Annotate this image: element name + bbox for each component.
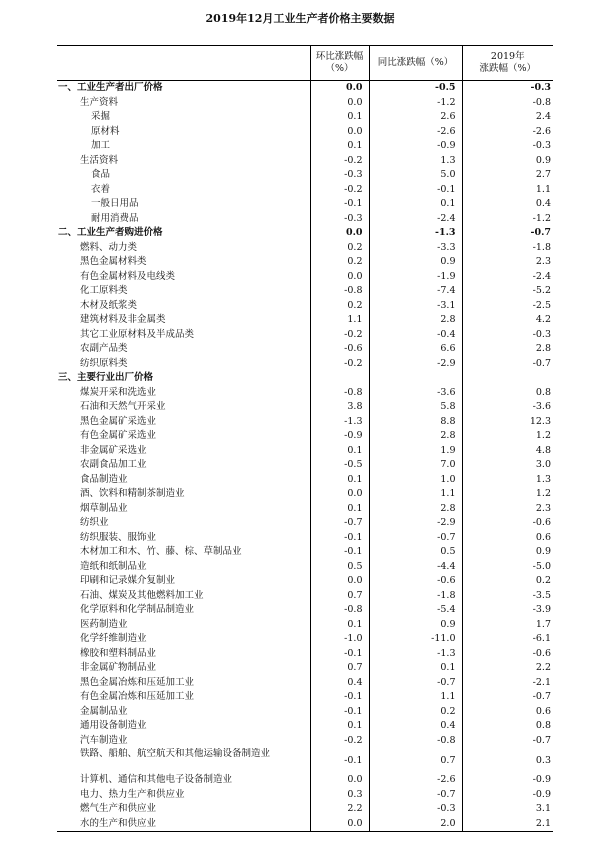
row-mom: 0.0 xyxy=(310,574,369,589)
row-label: 汽车制造业 xyxy=(80,734,128,746)
header-mom: 环比涨跌幅（%） xyxy=(310,46,369,81)
row-yoy: -0.7 xyxy=(369,788,462,803)
row-label: 纺织业 xyxy=(80,517,109,529)
row-label: 其它工业原材料及半成品类 xyxy=(80,328,195,340)
row-yoy: -1.8 xyxy=(369,589,462,604)
row-label: 水的生产和供应业 xyxy=(57,817,310,832)
row-year: 1.3 xyxy=(462,473,553,488)
row-year: 0.3 xyxy=(462,748,553,773)
row-label: 化工原料类 xyxy=(80,285,128,297)
row-yoy: -2.6 xyxy=(369,773,462,788)
table-row xyxy=(57,473,553,488)
row-label: 有色金属材料及电线类 xyxy=(80,270,176,282)
table-row xyxy=(57,226,553,241)
table-row xyxy=(57,589,553,604)
row-yoy: 0.5 xyxy=(369,545,462,560)
row-label: 衣着 xyxy=(91,183,111,195)
table-row xyxy=(57,183,553,198)
table-row xyxy=(57,788,553,803)
row-mom: -1.0 xyxy=(310,632,369,647)
header-year-line2: 涨跌幅（%） xyxy=(479,63,537,74)
row-mom: 1.1 xyxy=(310,313,369,328)
table-row xyxy=(57,458,553,473)
row-label: 黑色金属材料类 xyxy=(80,256,147,268)
row-year: -1.2 xyxy=(462,212,553,227)
row-yoy: -0.6 xyxy=(369,574,462,589)
row-label: 燃料、动力类 xyxy=(80,241,138,253)
row-yoy: -0.7 xyxy=(369,676,462,691)
row-mom: -0.2 xyxy=(310,328,369,343)
row-mom: -0.2 xyxy=(310,357,369,372)
table-row xyxy=(57,773,553,788)
row-year: 0.9 xyxy=(462,545,553,560)
row-mom: -0.2 xyxy=(310,183,369,198)
row-yoy: 1.0 xyxy=(369,473,462,488)
row-mom: 0.0 xyxy=(310,96,369,111)
header-year-line1: 2019年 xyxy=(490,51,525,62)
row-year: -0.9 xyxy=(462,788,553,803)
row-year: 4.2 xyxy=(462,313,553,328)
row-year: 1.7 xyxy=(462,618,553,633)
row-yoy: 0.4 xyxy=(369,719,462,734)
row-yoy: 2.6 xyxy=(369,110,462,125)
row-mom: 0.2 xyxy=(310,299,369,314)
row-label: 农副产品类 xyxy=(80,343,128,355)
row-label: 加工 xyxy=(91,140,111,152)
row-yoy: -3.1 xyxy=(369,299,462,314)
header-item xyxy=(57,46,310,81)
table-row xyxy=(57,241,553,256)
table-row xyxy=(57,748,553,773)
table-row xyxy=(57,255,553,270)
row-mom: 0.1 xyxy=(310,473,369,488)
row-label: 化学原料和化学制品制造业 xyxy=(80,604,195,616)
row-mom xyxy=(310,371,369,386)
header-yoy: 同比涨跌幅（%） xyxy=(369,46,462,81)
row-year: -0.3 xyxy=(462,139,553,154)
row-year: 2.3 xyxy=(462,255,553,270)
row-year: -0.8 xyxy=(462,96,553,111)
row-mom: -0.7 xyxy=(310,516,369,531)
table-row xyxy=(57,168,553,183)
row-year: 3.1 xyxy=(462,802,553,817)
row-year: -0.7 xyxy=(462,357,553,372)
row-yoy: -11.0 xyxy=(369,632,462,647)
row-yoy: 8.8 xyxy=(369,415,462,430)
row-mom: -0.1 xyxy=(310,545,369,560)
row-mom: -0.8 xyxy=(310,386,369,401)
row-mom: -0.1 xyxy=(310,647,369,662)
row-yoy: 1.3 xyxy=(369,154,462,169)
row-label: 通用设备制造业 xyxy=(80,720,147,732)
row-mom: 0.7 xyxy=(310,661,369,676)
row-year: -0.6 xyxy=(462,516,553,531)
row-mom: -0.5 xyxy=(310,458,369,473)
row-year: 2.8 xyxy=(462,342,553,357)
row-mom: 0.1 xyxy=(310,719,369,734)
row-yoy: -5.4 xyxy=(369,603,462,618)
row-mom: 0.5 xyxy=(310,560,369,575)
row-mom: -0.2 xyxy=(310,154,369,169)
table-row xyxy=(57,661,553,676)
table-row xyxy=(57,516,553,531)
row-label: 医药制造业 xyxy=(80,618,128,630)
row-yoy: -0.4 xyxy=(369,328,462,343)
table-row xyxy=(57,357,553,372)
row-yoy: -2.9 xyxy=(369,357,462,372)
row-yoy: 2.8 xyxy=(369,429,462,444)
row-mom: 0.0 xyxy=(310,817,369,832)
row-yoy: -3.6 xyxy=(369,386,462,401)
table-row xyxy=(57,125,553,140)
row-mom: -0.1 xyxy=(310,197,369,212)
table-row xyxy=(57,386,553,401)
row-year: -0.3 xyxy=(462,81,553,96)
table-row xyxy=(57,400,553,415)
row-mom: -0.1 xyxy=(310,531,369,546)
row-mom: 0.0 xyxy=(310,226,369,241)
row-year: -0.7 xyxy=(462,226,553,241)
table-row xyxy=(57,531,553,546)
table-row xyxy=(57,96,553,111)
table-row xyxy=(57,817,553,832)
row-label: 生活资料 xyxy=(80,154,119,166)
row-mom: 0.0 xyxy=(310,773,369,788)
row-year: 1.1 xyxy=(462,183,553,198)
table-row xyxy=(57,719,553,734)
table-row xyxy=(57,197,553,212)
table-row xyxy=(57,299,553,314)
row-label: 燃气生产和供应业 xyxy=(80,803,157,815)
row-yoy: -0.9 xyxy=(369,139,462,154)
table-row xyxy=(57,328,553,343)
row-yoy: -0.3 xyxy=(369,802,462,817)
row-label: 有色金属矿采选业 xyxy=(80,430,157,442)
row-yoy: 1.1 xyxy=(369,690,462,705)
row-label: 建筑材料及非金属类 xyxy=(80,314,166,326)
row-label: 原材料 xyxy=(91,125,120,137)
row-mom: 0.2 xyxy=(310,255,369,270)
row-year: -2.6 xyxy=(462,125,553,140)
row-label: 造纸和纸制品业 xyxy=(80,560,147,572)
row-year: 1.2 xyxy=(462,487,553,502)
row-mom: 0.4 xyxy=(310,676,369,691)
row-year: -3.6 xyxy=(462,400,553,415)
row-label: 铁路、船舶、航空航天和其他运输设备制造业 xyxy=(80,748,271,759)
row-yoy: 2.0 xyxy=(369,817,462,832)
row-year: -0.9 xyxy=(462,773,553,788)
row-mom: -0.2 xyxy=(310,734,369,749)
row-mom: 0.0 xyxy=(310,125,369,140)
row-yoy: 0.1 xyxy=(369,197,462,212)
row-yoy: -0.8 xyxy=(369,734,462,749)
row-yoy: -1.2 xyxy=(369,96,462,111)
table-row xyxy=(57,705,553,720)
row-yoy: -1.3 xyxy=(369,647,462,662)
row-year: 0.2 xyxy=(462,574,553,589)
price-data-table xyxy=(57,45,553,832)
row-year xyxy=(462,371,553,386)
row-label: 酒、饮料和精制茶制造业 xyxy=(80,488,185,500)
row-year: 3.0 xyxy=(462,458,553,473)
row-mom: 0.3 xyxy=(310,788,369,803)
row-label: 一般日用品 xyxy=(91,198,139,210)
row-year: 0.6 xyxy=(462,531,553,546)
row-year: 2.3 xyxy=(462,502,553,517)
row-yoy: -3.3 xyxy=(369,241,462,256)
row-year: 0.4 xyxy=(462,197,553,212)
row-year: -6.1 xyxy=(462,632,553,647)
row-label: 石油和天然气开采业 xyxy=(80,401,166,413)
row-label: 耐用消费品 xyxy=(91,212,139,224)
page-title: 2019年12月工业生产者价格主要数据 xyxy=(205,12,395,25)
row-yoy: 5.0 xyxy=(369,168,462,183)
row-year: 12.3 xyxy=(462,415,553,430)
row-yoy: -0.1 xyxy=(369,183,462,198)
table-row xyxy=(57,342,553,357)
row-label: 采掘 xyxy=(91,111,111,123)
row-yoy: 6.6 xyxy=(369,342,462,357)
table-row xyxy=(57,110,553,125)
row-label: 三、主要行业出厂价格 xyxy=(58,372,154,384)
row-label: 金属制品业 xyxy=(80,705,128,717)
row-year: -1.8 xyxy=(462,241,553,256)
row-mom: -0.3 xyxy=(310,168,369,183)
table-row xyxy=(57,560,553,575)
table-row xyxy=(57,502,553,517)
table-row xyxy=(57,618,553,633)
row-label: 计算机、通信和其他电子设备制造业 xyxy=(80,774,233,786)
header-year xyxy=(462,46,553,81)
table-row xyxy=(57,802,553,817)
row-mom: 0.7 xyxy=(310,589,369,604)
row-year: -0.7 xyxy=(462,734,553,749)
row-label: 黑色金属矿采选业 xyxy=(80,415,157,427)
row-label: 印刷和记录媒介复制业 xyxy=(80,575,176,587)
row-yoy: 1.1 xyxy=(369,487,462,502)
row-mom: 0.0 xyxy=(310,81,369,96)
row-yoy: 0.2 xyxy=(369,705,462,720)
table-row xyxy=(57,676,553,691)
row-label: 二、工业生产者购进价格 xyxy=(58,227,163,239)
row-mom: -0.8 xyxy=(310,603,369,618)
row-mom: 0.1 xyxy=(310,110,369,125)
table-row xyxy=(57,429,553,444)
row-yoy: -2.9 xyxy=(369,516,462,531)
table-row xyxy=(57,487,553,502)
row-yoy: -0.7 xyxy=(369,531,462,546)
table-row xyxy=(57,154,553,169)
table-row xyxy=(57,371,553,386)
row-year: 0.9 xyxy=(462,154,553,169)
row-label: 石油、煤炭及其他燃料加工业 xyxy=(80,589,204,601)
row-yoy: -7.4 xyxy=(369,284,462,299)
row-mom: 0.0 xyxy=(310,270,369,285)
row-year: 2.7 xyxy=(462,168,553,183)
row-label: 木材及纸浆类 xyxy=(80,299,138,311)
row-year: -3.5 xyxy=(462,589,553,604)
row-year: -5.2 xyxy=(462,284,553,299)
row-yoy: 0.1 xyxy=(369,661,462,676)
row-yoy: -4.4 xyxy=(369,560,462,575)
table-row xyxy=(57,647,553,662)
row-year: 2.2 xyxy=(462,661,553,676)
row-label: 食品制造业 xyxy=(80,473,128,485)
row-yoy: -0.5 xyxy=(369,81,462,96)
row-mom: 0.1 xyxy=(310,618,369,633)
row-year: 2.4 xyxy=(462,110,553,125)
row-year: -2.4 xyxy=(462,270,553,285)
row-label: 非金属矿物制品业 xyxy=(80,662,157,674)
row-yoy: -2.6 xyxy=(369,125,462,140)
row-yoy: 1.9 xyxy=(369,444,462,459)
row-label: 一、工业生产者出厂价格 xyxy=(58,82,163,94)
row-yoy xyxy=(369,371,462,386)
row-mom: 0.1 xyxy=(310,444,369,459)
row-mom: -0.3 xyxy=(310,212,369,227)
row-label: 电力、热力生产和供应业 xyxy=(80,788,185,800)
table-row xyxy=(57,603,553,618)
row-mom: 0.1 xyxy=(310,139,369,154)
row-label: 生产资料 xyxy=(80,96,119,108)
row-year: -5.0 xyxy=(462,560,553,575)
row-year: 4.8 xyxy=(462,444,553,459)
table-body xyxy=(57,81,553,832)
row-year: 0.6 xyxy=(462,705,553,720)
row-year: 2.1 xyxy=(462,817,553,832)
row-yoy: -2.4 xyxy=(369,212,462,227)
row-year: -2.5 xyxy=(462,299,553,314)
row-yoy: 2.8 xyxy=(369,502,462,517)
row-year: 0.8 xyxy=(462,386,553,401)
table-row xyxy=(57,270,553,285)
row-yoy: 7.0 xyxy=(369,458,462,473)
row-year: -3.9 xyxy=(462,603,553,618)
row-label: 烟草制品业 xyxy=(80,502,128,514)
row-mom: 0.2 xyxy=(310,241,369,256)
table-row xyxy=(57,212,553,227)
row-mom: 2.2 xyxy=(310,802,369,817)
row-mom: -0.6 xyxy=(310,342,369,357)
table-row xyxy=(57,574,553,589)
row-mom: 3.8 xyxy=(310,400,369,415)
row-label: 煤炭开采和洗选业 xyxy=(80,386,157,398)
table-row xyxy=(57,545,553,560)
table-row xyxy=(57,139,553,154)
row-yoy: -1.3 xyxy=(369,226,462,241)
row-mom: -0.1 xyxy=(310,690,369,705)
row-yoy: 0.9 xyxy=(369,618,462,633)
table-row xyxy=(57,81,553,96)
table-row xyxy=(57,284,553,299)
row-mom: -0.9 xyxy=(310,429,369,444)
row-mom: -0.1 xyxy=(310,705,369,720)
row-year: -2.1 xyxy=(462,676,553,691)
row-year: -0.6 xyxy=(462,647,553,662)
row-yoy: 0.9 xyxy=(369,255,462,270)
row-yoy: -1.9 xyxy=(369,270,462,285)
table-row xyxy=(57,313,553,328)
table-row xyxy=(57,632,553,647)
table-row xyxy=(57,415,553,430)
row-label: 纺织服装、服饰业 xyxy=(80,531,157,543)
row-yoy: 0.7 xyxy=(369,748,462,773)
row-label: 非金属矿采选业 xyxy=(80,444,147,456)
row-label: 黑色金属冶炼和压延加工业 xyxy=(80,676,195,688)
row-label: 橡胶和塑料制品业 xyxy=(80,647,157,659)
row-label: 木材加工和木、竹、藤、棕、草制品业 xyxy=(80,546,242,558)
row-yoy: 5.8 xyxy=(369,400,462,415)
table-header-row xyxy=(57,46,553,81)
row-label: 纺织原料类 xyxy=(80,357,128,369)
row-label: 农副食品加工业 xyxy=(80,459,147,471)
row-label: 化学纤维制造业 xyxy=(80,633,147,645)
row-year: 1.2 xyxy=(462,429,553,444)
table-row xyxy=(57,734,553,749)
row-year: -0.3 xyxy=(462,328,553,343)
row-year: 0.8 xyxy=(462,719,553,734)
row-mom: -1.3 xyxy=(310,415,369,430)
row-mom: 0.0 xyxy=(310,487,369,502)
row-label: 有色金属冶炼和压延加工业 xyxy=(80,691,195,703)
row-mom: 0.1 xyxy=(310,502,369,517)
row-yoy: 2.8 xyxy=(369,313,462,328)
row-mom: -0.1 xyxy=(310,748,369,773)
row-year: -0.7 xyxy=(462,690,553,705)
table-row xyxy=(57,444,553,459)
table-row xyxy=(57,690,553,705)
row-label: 食品 xyxy=(91,169,111,181)
row-mom: -0.8 xyxy=(310,284,369,299)
